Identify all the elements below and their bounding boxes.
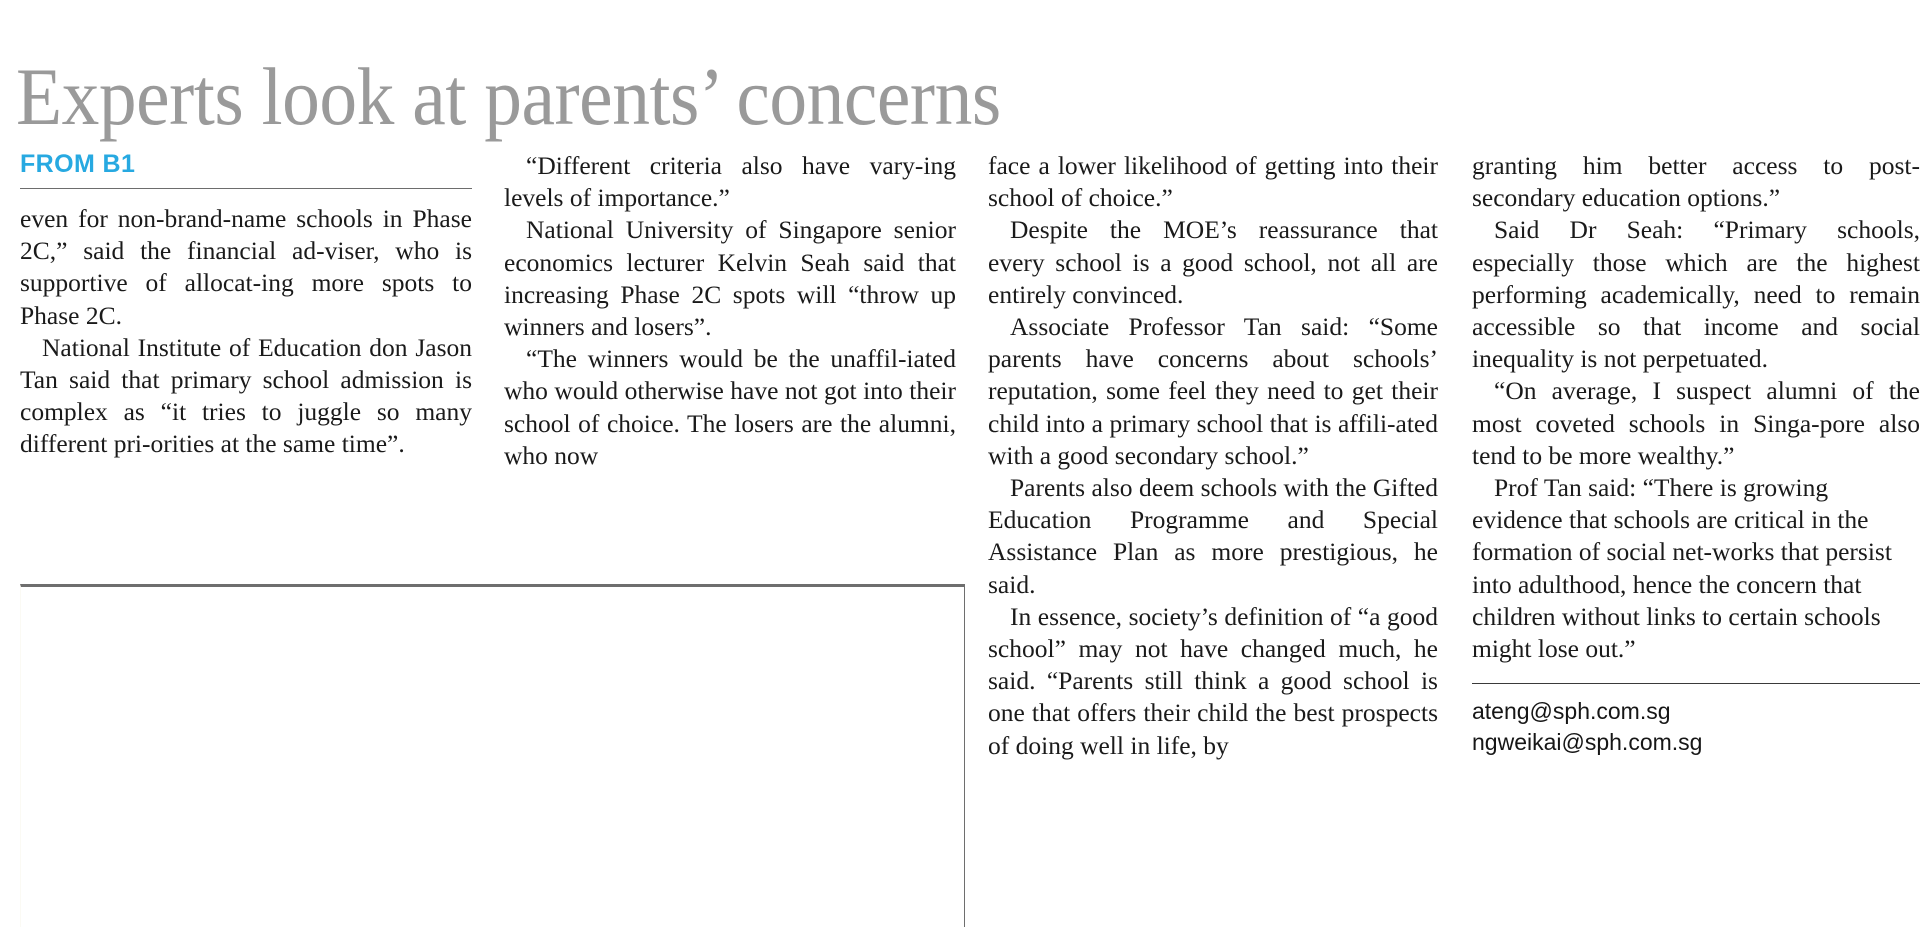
paragraph: “Different criteria also have vary-ing levels of importance.” bbox=[504, 151, 956, 213]
paragraph: National Institute of Education don Jason Tan said that primary school admission is complex as “it tries to juggle so many different pri-orities at the same time”. bbox=[20, 332, 472, 459]
continuation-kicker: FROM B1 bbox=[20, 150, 136, 178]
byline-emails bbox=[1472, 696, 1920, 758]
article-column-4 bbox=[1472, 150, 1920, 758]
paragraph: “On average, I suspect alumni of the most coveted schools in Singa-pore also tend to be more wealthy.” bbox=[1472, 376, 1920, 470]
paragraph: National University of Singapore senior economics lecturer Kelvin Seah said that increasing Phase 2C spots will “throw up winners and losers”. bbox=[504, 215, 956, 342]
paragraph: Parents also deem schools with the Gifted Education Programme and Special Assistance Plan as more prestigious, he said. bbox=[988, 473, 1438, 599]
paragraph: Said Dr Seah: “Primary schools, especially those which are the highest performing academically, need to remain accessible so that income and social inequality is not perpetuated. bbox=[1472, 215, 1920, 374]
paragraph: Despite the MOE’s reassurance that every school is a good school, not all are entirely convinced. bbox=[988, 215, 1438, 309]
article-column-3 bbox=[988, 150, 1438, 762]
paragraph: Associate Professor Tan said: “Some parents have concerns about schools’ reputation, some feel they need to get their child into a primary school that is affili-ated with a good secondary school.” bbox=[988, 312, 1438, 470]
article-column-2 bbox=[504, 150, 956, 472]
reporter-email[interactable]: ateng@sph.com.sg bbox=[1472, 698, 1671, 725]
paragraph: “The winners would be the unaffil-iated who would otherwise have not got into their school of choice. The losers are the alumni, who now bbox=[504, 344, 956, 470]
paragraph: even for non-brand-name schools in Phase 2C,” said the financial ad-viser, who is supportive of allocat-ing more spots to Phase 2C. bbox=[20, 204, 472, 330]
article-column-1 bbox=[20, 150, 472, 461]
column-1-body bbox=[20, 203, 472, 461]
page-headline: Experts look at parents’ concerns bbox=[16, 50, 1001, 142]
graphic-placeholder-box bbox=[20, 584, 965, 927]
paragraph: face a lower likelihood of getting into their school of choice.” bbox=[988, 151, 1438, 213]
signoff-divider-rule bbox=[1472, 683, 1920, 684]
column-4-body bbox=[1472, 150, 1920, 665]
column-2-body bbox=[504, 150, 956, 472]
paragraph: Prof Tan said: “There is growing evidence that schools are critical in the formation of social net-works that persist into adulthood, hence the concern that children without links to certain schools might lose out.” bbox=[1472, 473, 1892, 664]
paragraph: granting him better access to post-secondary education options.” bbox=[1472, 151, 1920, 213]
paragraph: In essence, society’s definition of “a good school” may not have changed much, he said. “Parents still think a good school is one that offers their child the best prospects of doing well in life, by bbox=[988, 601, 1438, 760]
column-3-body bbox=[988, 150, 1438, 762]
reporter-email[interactable]: ngweikai@sph.com.sg bbox=[1472, 729, 1703, 756]
kicker-divider-rule bbox=[20, 188, 472, 189]
